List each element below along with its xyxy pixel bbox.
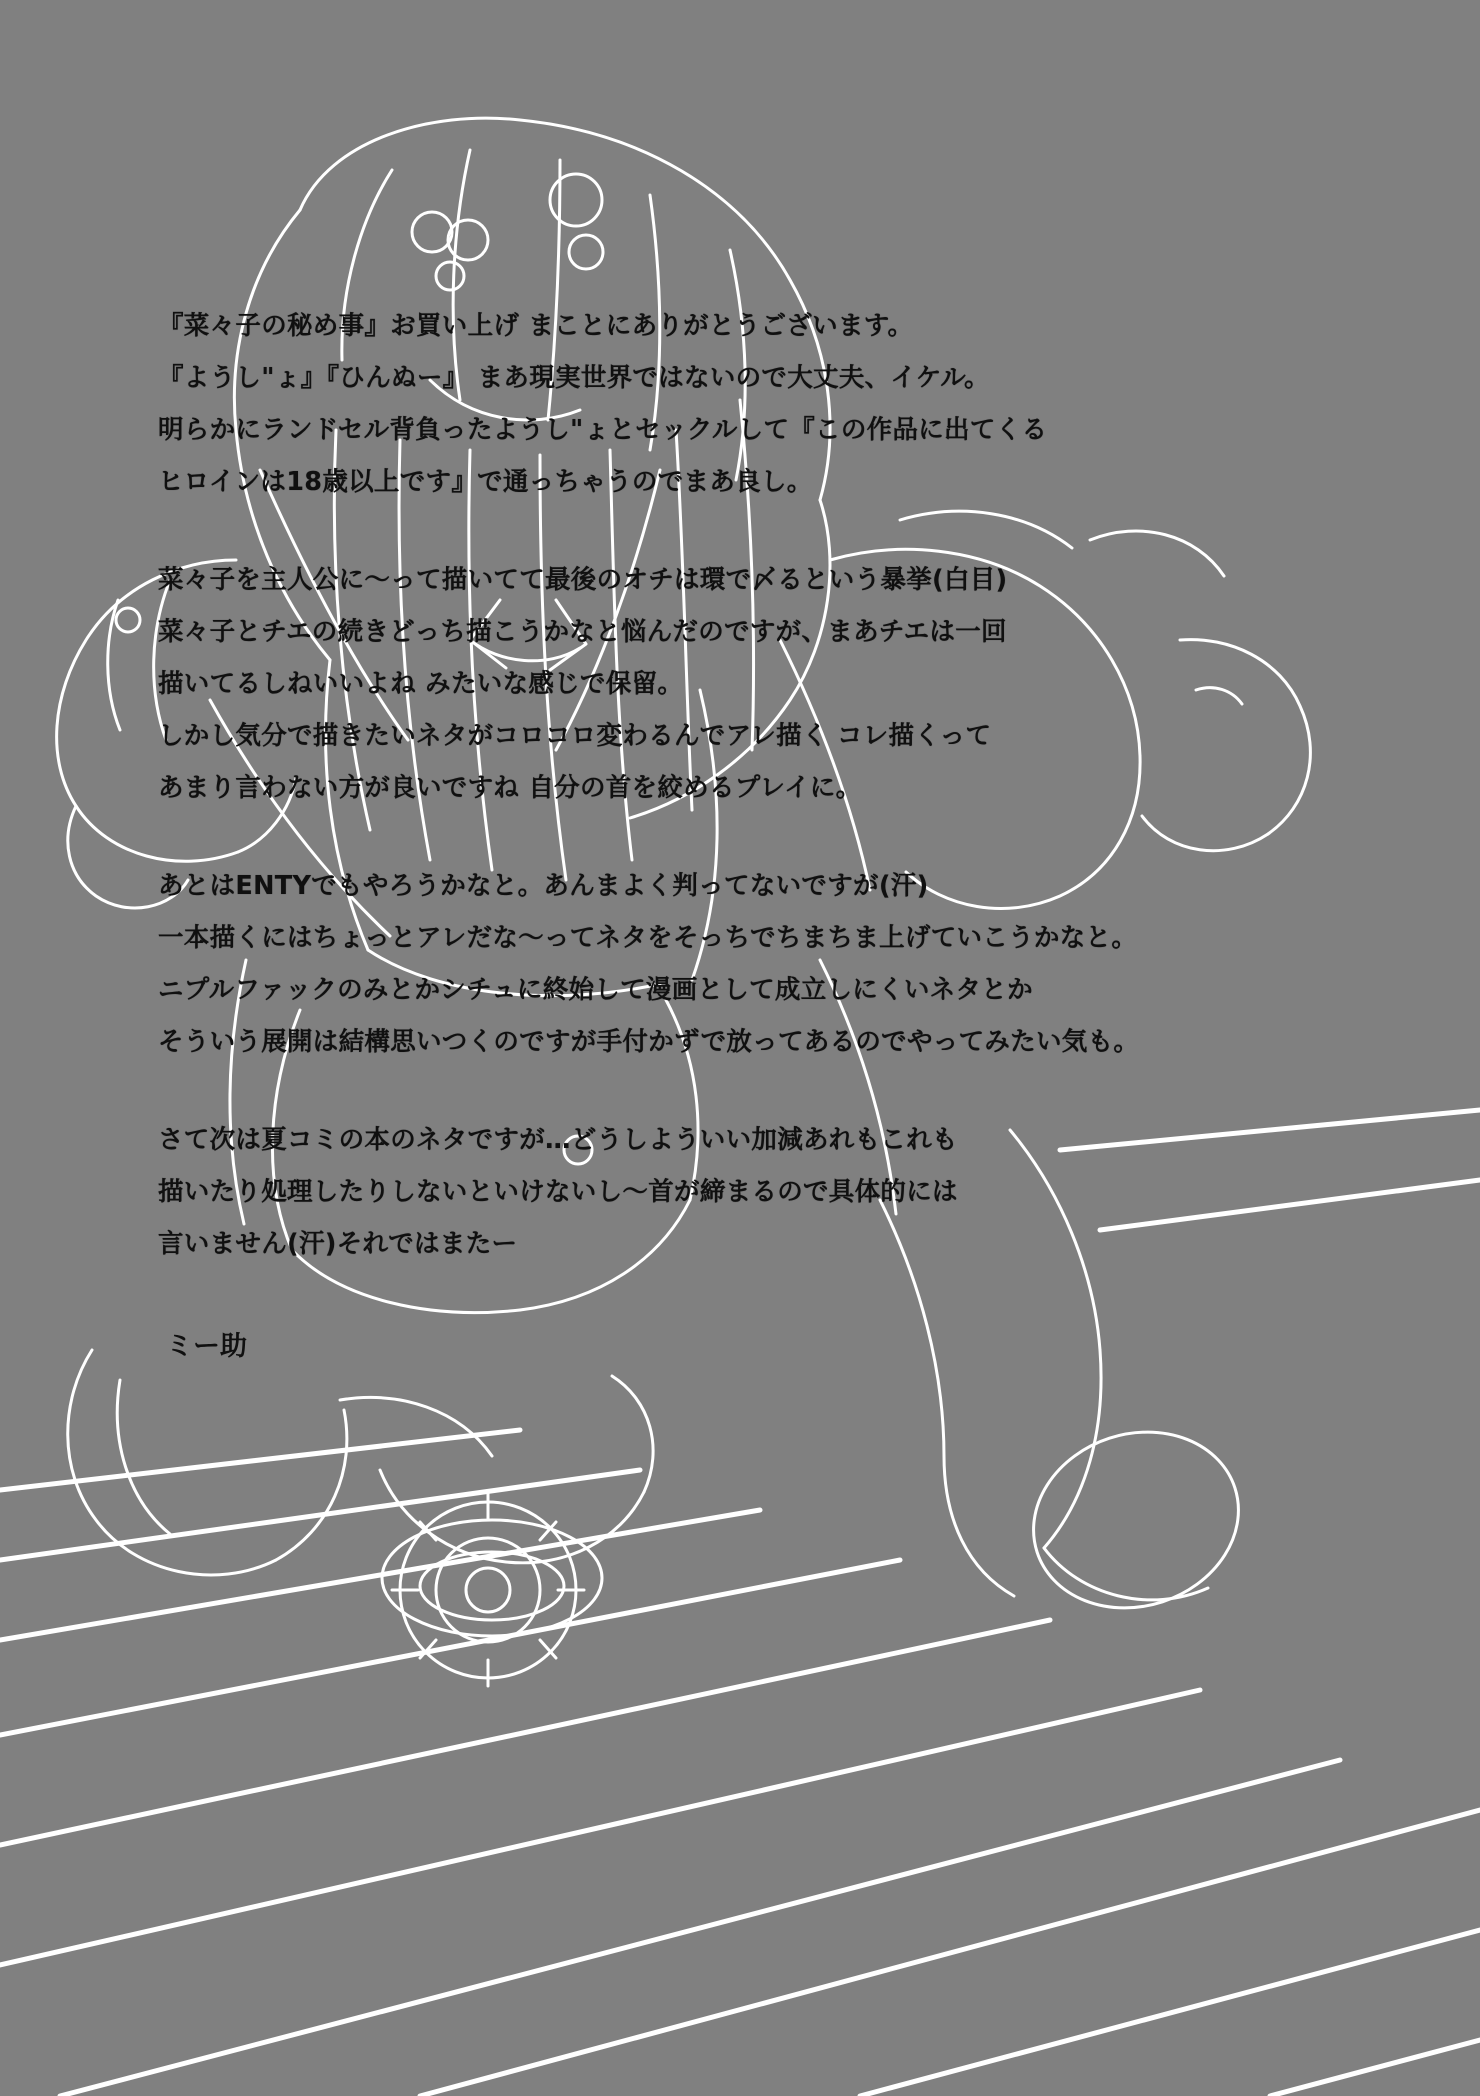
afterword-line: 菜々子を主人公に〜って描いてて最後のオチは環で〆るという暴挙(白目) [158, 565, 1008, 595]
afterword-line: 『菜々子の秘め事』お買い上げ まことにありがとうございます。 [158, 311, 914, 341]
afterword-paragraph-3 [158, 860, 1388, 1068]
afterword-line: そういう展開は結構思いつくのですが手付かずで放ってあるのでやってみたい気も。 [158, 1027, 1140, 1057]
afterword-text-block [158, 300, 1388, 1270]
afterword-line: さて次は夏コミの本のネタですが…どうしよういい加減あれもこれも [158, 1125, 958, 1155]
afterword-line: 明らかにランドセル背負ったようし"ょとセックルして『この作品に出てくる [158, 415, 1048, 445]
afterword-paragraph-1 [158, 300, 1388, 508]
afterword-line: 『ようし"ょ』『ひんぬー』 まあ現実世界ではないので大丈夫、イケル。 [158, 363, 990, 393]
afterword-line: 菜々子とチエの続きどっち描こうかなと悩んだのですが、まあチエは一回 [158, 617, 1007, 647]
afterword-line: 描いたり処理したりしないといけないし〜首が締まるので具体的には [158, 1177, 958, 1207]
author-signature: ミー助 [166, 1331, 247, 1362]
afterword-paragraph-2 [158, 554, 1388, 814]
afterword-line: 一本描くにはちょっとアレだな〜ってネタをそっちでちまちま上げていこうかなと。 [158, 923, 1138, 953]
afterword-line: ヒロインは18歳以上です』で通っちゃうのでまあ良し。 [158, 467, 813, 497]
afterword-line: ニプルファックのみとかシチュに終始して漫画として成立しにくいネタとか [158, 975, 1033, 1005]
afterword-line: 言いません(汗)それではまたー [158, 1229, 518, 1259]
afterword-line: あとはENTYでもやろうかなと。あんまよく判ってないですが(汗) [158, 871, 929, 901]
afterword-line: あまり言わない方が良いですね 自分の首を絞めるプレイに。 [158, 773, 862, 803]
afterword-line: 描いてるしねいいよね みたいな感じで保留。 [158, 669, 684, 699]
afterword-line: しかし気分で描きたいネタがコロコロ変わるんでアレ描く コレ描くって [158, 721, 992, 751]
afterword-paragraph-4 [158, 1114, 1388, 1270]
